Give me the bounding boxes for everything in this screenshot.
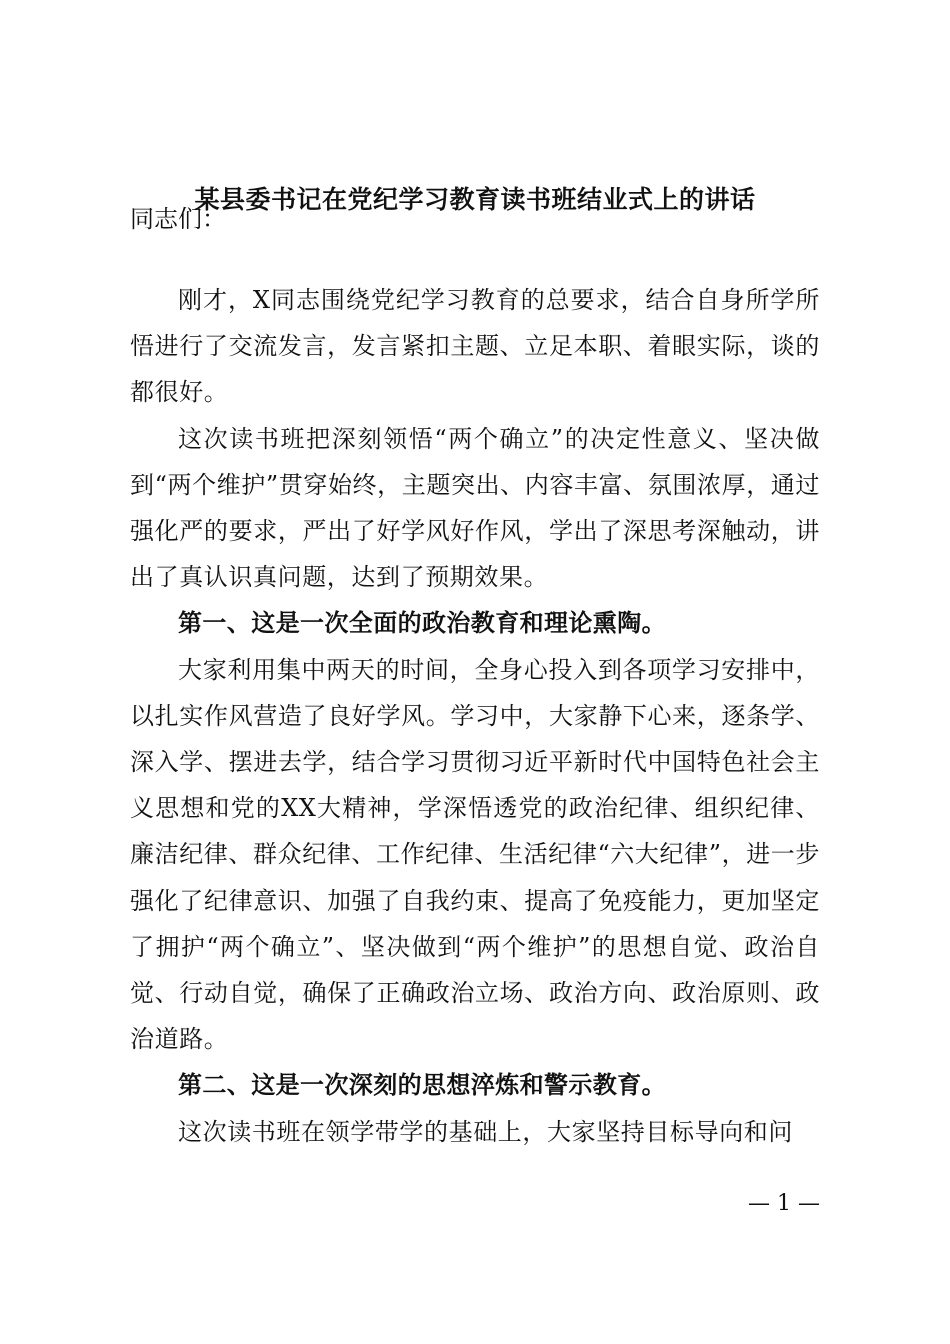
salutation: 同志们： <box>130 205 226 233</box>
section-heading-first: 第一、这是一次全面的政治教育和理论熏陶。 <box>178 608 666 638</box>
section-heading-second: 第二、这是一次深刻的思想淬炼和警示教育。 <box>178 1070 666 1100</box>
document-body <box>130 277 820 1155</box>
paragraph-summary: 这次读书班把深刻领悟“两个确立”的决定性意义、坚决做到“两个维护”贯穿始终，主题突出、内容丰富、氛围浓厚，通过强化严的要求，严出了好学风好作风，学出了深思考深触动，讲出了真认识真问题，达到了预期效果。 <box>130 424 820 592</box>
paragraph-first-section: 大家利用集中两天的时间，全身心投入到各项学习安排中，以扎实作风营造了良好学风。学习中，大家静下心来，逐条学、深入学、摆进去学，结合学习贯彻习近平新时代中国特色社会主义思想和党的XX大精神，学深悟透党的政治纪律、组织纪律、廉洁纪律、群众纪律、工作纪律、生活纪律“六大纪律”，进一步强化了纪律意识、加强了自我约束、提高了免疫能力，更加坚定了拥护“两个确立”、坚决做到“两个维护”的思想自觉、政治自觉、行动自觉，确保了正确政治立场、政治方向、政治原则、政治道路。 <box>130 655 820 1054</box>
paragraph-second-section: 这次读书班在领学带学的基础上，大家坚持目标导向和问 <box>178 1117 793 1146</box>
document-title: 某县委书记在党纪学习教育读书班结业式上的讲话 <box>194 185 756 214</box>
page-number: — 1 — <box>748 1191 820 1216</box>
paragraph-intro: 刚才，X同志围绕党纪学习教育的总要求，结合自身所学所悟进行了交流发言，发言紧扣主题、立足本职、着眼实际，谈的都很好。 <box>130 286 820 407</box>
